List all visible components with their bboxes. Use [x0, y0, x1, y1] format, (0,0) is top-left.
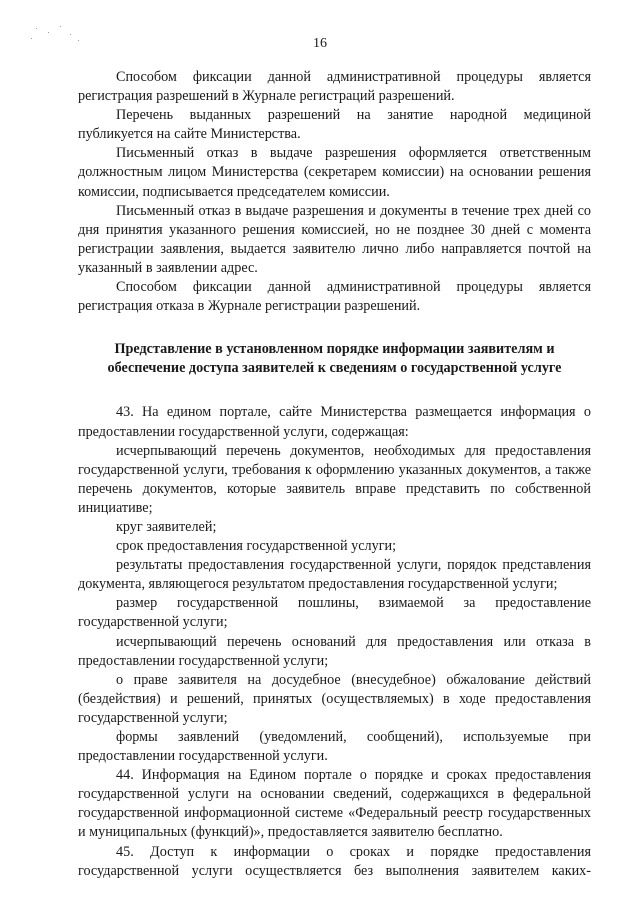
paragraph: 45. Доступ к информации о сроках и порядке предоставления государственной услуги осуществляется без выполнения заявителем каких- [78, 843, 591, 879]
paragraph: 43. На едином портале, сайте Министерства размещается информация о предоставлении государственной услуги, содержащая: [78, 404, 591, 440]
paragraph: Перечень выданных разрешений на занятие народной медициной публикуется на сайте Министерства. [78, 107, 591, 143]
heading-line: обеспечение доступа заявителей к сведениям о государственной услуге [107, 360, 562, 377]
paragraph: о праве заявителя на досудебное (внесудебное) обжалование действий (бездействия) и решений, принятых (осуществляемых) в ходе предоставления государственной услуги; [78, 671, 591, 726]
paragraph: размер государственной пошлины, взимаемой за предоставление государственной услуги; [78, 595, 591, 631]
document-body [78, 68, 591, 881]
page-number: 16 [313, 36, 327, 51]
heading-line: Представление в установленном порядке информации заявителям и [114, 341, 555, 358]
paragraph: Письменный отказ в выдаче разрешения и документы в течение трех дней со дня принятия указанного решения комиссией, но не позднее 30 дней с момента регистрации заявления, выдается заявителю лично либо направляется почтой на указанный в заявлении адрес. [78, 202, 591, 276]
paragraph: 44. Информация на Едином портале о порядке и сроках предоставления государственной услуги на основании сведений, содержащихся в федеральной государственной информационной системе «Федеральный реестр государственных и муниципальных (функций)», предоставляется заявителю бесплатно. [78, 767, 591, 841]
paragraph: круг заявителей; [116, 518, 217, 535]
paragraph: исчерпывающий перечень документов, необходимых для предоставления государственной услуги, требования к оформлению указанных документов, а также перечень документов, которые заявитель вправе представить по собственной инициативе; [78, 442, 591, 516]
paragraph: Способом фиксации данной административной процедуры является регистрация разрешений в Журнале регистраций разрешений. [78, 69, 591, 105]
paragraph: срок предоставления государственной услуги; [116, 538, 397, 555]
paragraph: Способом фиксации данной административной процедуры является регистрация отказа в Журнале регистрации разрешений. [78, 279, 591, 315]
paragraph: формы заявлений (уведомлений, сообщений), используемые при предоставлении государственной услуги. [78, 729, 591, 765]
paragraph: Письменный отказ в выдаче разрешения оформляется ответственным должностным лицом Министерства (секретарем комиссии) на основании решения комиссии, подписывается председателем комиссии. [78, 145, 591, 200]
paragraph: результаты предоставления государственной услуги, порядок представления документа, являющегося результатом предоставления государственной услуги; [78, 557, 591, 593]
paragraph: исчерпывающий перечень оснований для предоставления или отказа в предоставлении государственной услуги; [78, 633, 591, 669]
section-heading [78, 340, 591, 378]
